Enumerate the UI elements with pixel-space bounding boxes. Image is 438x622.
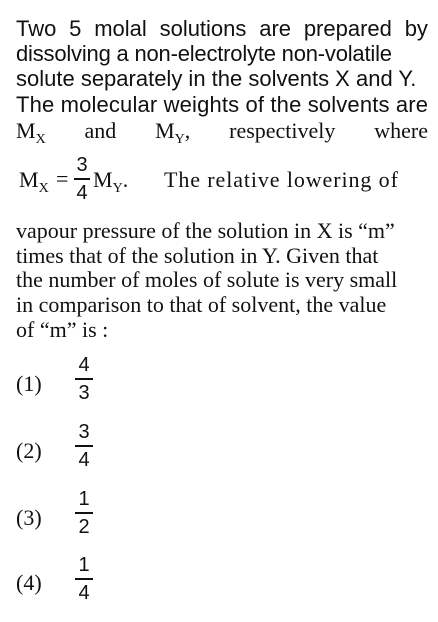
fraction-bar: [74, 178, 90, 180]
question-line-9: the number of moles of solute is very small: [16, 267, 398, 292]
question-line-2: dissolving a non-electrolyte non-volatile: [16, 41, 392, 66]
option-3-numerator: 1: [78, 488, 90, 510]
my-symbol-2: $M_Y$.: [93, 167, 129, 196]
question-line-3: solute separately in the solvents X and Y.: [16, 66, 417, 91]
option-4-denominator: 4: [78, 582, 90, 604]
option-3-bar: [75, 512, 93, 514]
fraction-denominator: 4: [76, 182, 88, 204]
my-symbol: $M_Y$,: [155, 118, 191, 147]
option-1-numerator: 4: [78, 354, 90, 376]
mx-symbol-2: $M_X$: [19, 167, 49, 196]
fraction-numerator: 3: [76, 154, 88, 176]
option-1-denominator: 3: [78, 382, 90, 404]
mx-symbol: $M_X$: [16, 118, 46, 147]
option-3-label: (3): [16, 505, 42, 530]
option-3-denominator: 2: [78, 516, 90, 538]
option-2-bar: [75, 445, 93, 447]
question-line-11: of “m” is :: [16, 317, 109, 342]
equals-sign: =: [56, 166, 69, 191]
question-line-1: Two 5 molal solutions are prepared by: [16, 16, 428, 41]
respectively-word: respectively: [229, 118, 336, 143]
where-word: where: [374, 118, 428, 143]
question-line-5: [16, 119, 428, 152]
option-3-fraction: [75, 488, 93, 538]
option-2-denominator: 4: [78, 449, 90, 471]
question-line-8: times that of the solution in Y. Given that: [16, 243, 379, 268]
question-line-7: vapour pressure of the solution in X is “m”: [16, 218, 395, 243]
option-1-bar: [75, 378, 93, 380]
option-1-fraction: [75, 354, 93, 404]
question-line-10: in comparison to that of solvent, the value: [16, 292, 387, 317]
option-4-fraction: [75, 554, 93, 604]
option-4-numerator: 1: [78, 554, 90, 576]
option-4-bar: [75, 578, 93, 580]
option-4-label: (4): [16, 570, 42, 595]
option-2-label: (2): [16, 438, 42, 463]
option-1-label: (1): [16, 371, 42, 396]
relative-lowering-text: The relative lowering of: [164, 167, 399, 192]
option-2-fraction: [75, 421, 93, 471]
and-word: and: [84, 118, 117, 143]
option-2-numerator: 3: [78, 421, 90, 443]
fraction-three-quarters: [74, 154, 90, 204]
question-line-4: The molecular weights of the solvents are: [16, 92, 429, 117]
